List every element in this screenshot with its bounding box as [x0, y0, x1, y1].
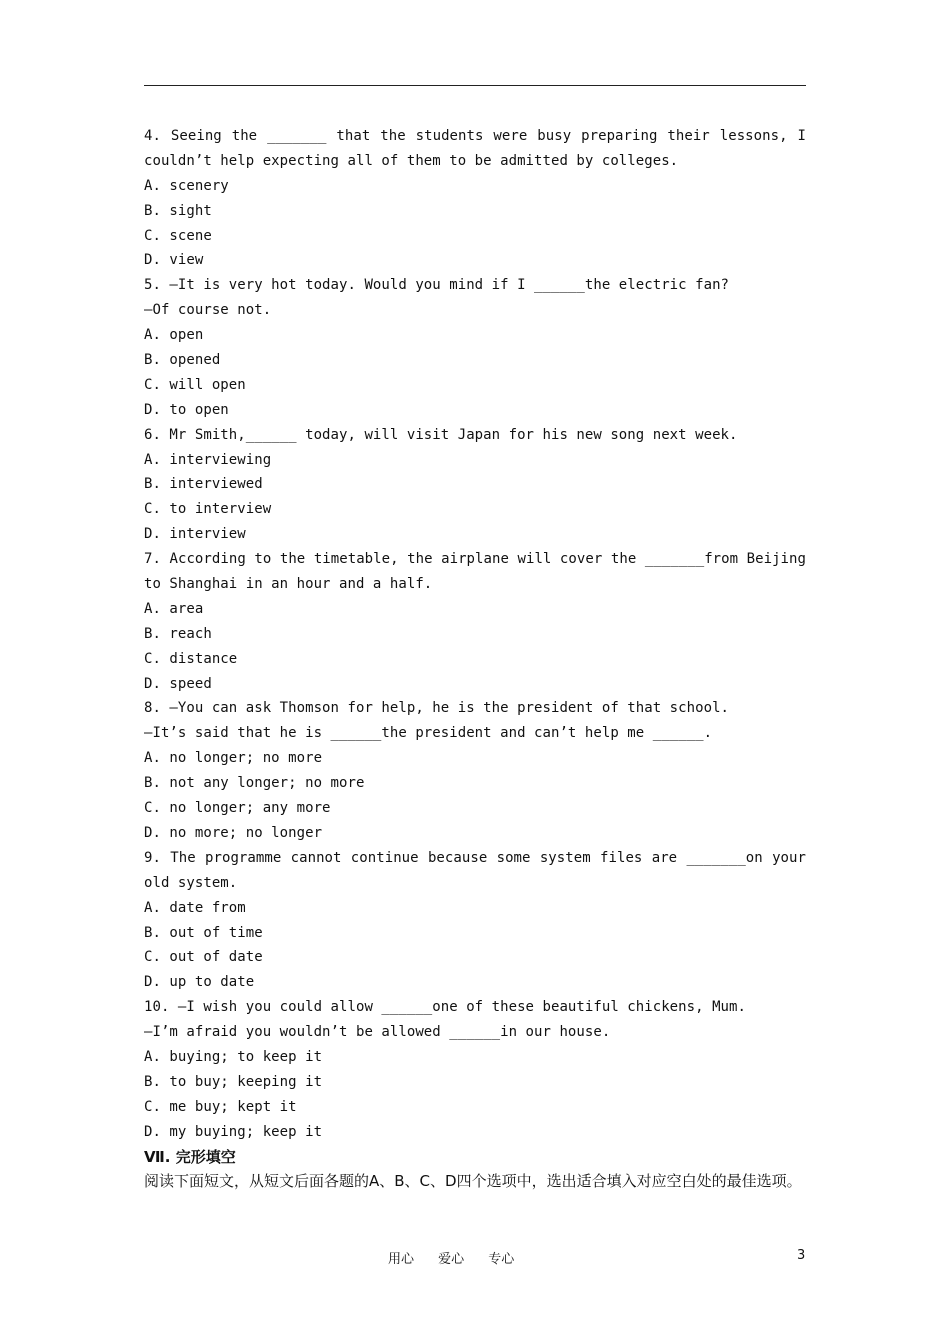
question-stem-line: to Shanghai in an hour and a half. [144, 576, 433, 593]
question-9 [144, 846, 806, 995]
question-7 [144, 547, 806, 696]
question-stem-line: old system. [144, 874, 238, 891]
option-d: D. no more; no longer [144, 824, 323, 841]
option-c: C. distance [144, 650, 238, 667]
question-stem-line: —I’m afraid you wouldn’t be allowed ______in our house. [144, 1024, 611, 1041]
question-stem-line: 4. Seeing the _______ that the students were busy preparing their lessons, I [144, 128, 806, 144]
option-c: C. no longer; any more [144, 800, 331, 817]
option-d: D. up to date [144, 974, 255, 991]
option-d: D. to open [144, 401, 229, 418]
question-8 [144, 696, 806, 845]
option-a: A. interviewing [144, 451, 272, 468]
option-a: A. open [144, 327, 204, 344]
question-stem-line: 8. —You can ask Thomson for help, he is the president of that school. [144, 700, 730, 717]
question-stem-line: 7. According to the timetable, the airplane will cover the _______from Beijing [144, 551, 806, 568]
option-b: B. sight [144, 202, 212, 219]
question-stem-line: —It’s said that he is ______the president and can’t help me ______. [144, 725, 713, 742]
option-c: C. me buy; kept it [144, 1098, 297, 1115]
option-c: C. scene [144, 227, 212, 244]
question-stem-line: couldn’t help expecting all of them to be admitted by colleges. [144, 152, 679, 169]
option-b: B. out of time [144, 924, 263, 941]
question-5 [144, 273, 806, 422]
option-a: A. area [144, 600, 204, 617]
option-c: C. to interview [144, 501, 272, 518]
option-d: D. view [144, 252, 204, 269]
option-a: A. date from [144, 899, 246, 916]
option-d: D. interview [144, 526, 246, 543]
question-stem-line: 5. —It is very hot today. Would you mind if I ______the electric fan? [144, 277, 730, 294]
question-4 [144, 124, 806, 273]
option-c: C. out of date [144, 949, 263, 966]
option-b: B. reach [144, 625, 212, 642]
option-a: A. scenery [144, 177, 229, 194]
question-6 [144, 423, 806, 547]
section-title: Ⅶ. 完形填空 [144, 1147, 236, 1166]
option-b: B. not any longer; no more [144, 775, 365, 792]
footer-motto: 用心 爱心 专心 [388, 1252, 515, 1267]
question-stem-line: 9. The programme cannot continue because some system files are _______on your [144, 849, 806, 866]
option-b: B. to buy; keeping it [144, 1073, 323, 1090]
section-instruction: 阅读下面短文，从短文后面各题的A、B、C、D四个选项中，选出适合填入对应空白处的最佳选项。 [144, 1172, 802, 1191]
option-c: C. will open [144, 376, 246, 393]
question-stem-line: 10. —I wish you could allow ______one of these beautiful chickens, Mum. [144, 999, 746, 1016]
option-a: A. no longer; no more [144, 750, 323, 767]
page-content [144, 124, 806, 1194]
option-d: D. speed [144, 675, 212, 692]
question-10 [144, 995, 806, 1144]
question-stem-line: 6. Mr Smith,______ today, will visit Japan for his new song next week. [144, 426, 738, 443]
question-stem-line: —Of course not. [144, 302, 272, 319]
page-number: 3 [797, 1248, 806, 1263]
option-b: B. interviewed [144, 476, 263, 493]
option-a: A. buying; to keep it [144, 1048, 323, 1065]
option-d: D. my buying; keep it [144, 1123, 323, 1140]
header-rule [144, 85, 806, 86]
option-b: B. opened [144, 352, 221, 369]
